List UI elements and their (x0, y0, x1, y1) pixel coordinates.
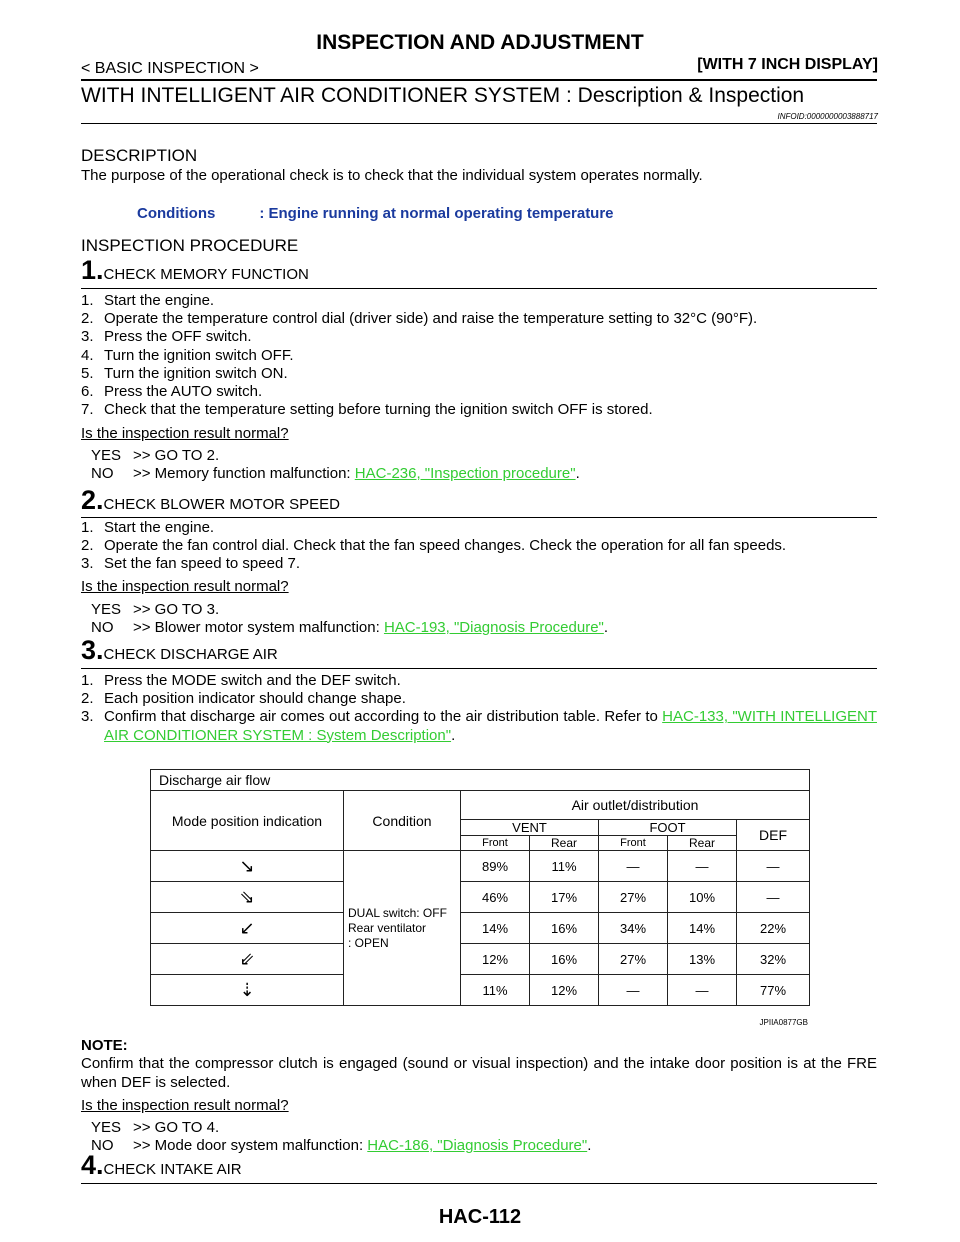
step-4-title: CHECK INTAKE AIR (103, 1161, 242, 1178)
step-2-heading (81, 485, 340, 516)
list-item: 7. Check that the temperature setting before turning the ignition switch OFF is stored. (81, 401, 653, 419)
vent-header: VENT (461, 820, 599, 836)
figure-id: JPIIA0877GB (759, 1018, 808, 1027)
def-header: DEF (737, 820, 810, 851)
procedure-heading: INSPECTION PROCEDURE (81, 236, 299, 255)
conditions-label: Conditions (137, 205, 216, 222)
vent-rear-header: Rear (530, 836, 599, 851)
step-3-heading (81, 635, 278, 666)
bilevel-mode-icon: ⇘ (151, 882, 344, 913)
step-1-number: 1. (81, 255, 104, 285)
page-number: HAC-112 (438, 1206, 522, 1228)
step-1-question: Is the inspection result normal? (81, 425, 289, 442)
col-outlet-header: Air outlet/distribution (461, 791, 810, 820)
step-3-no-link[interactable]: HAC-186, "Diagnosis Procedure" (367, 1137, 588, 1154)
col-condition-header: Condition (344, 791, 461, 851)
list-item: 5. Turn the ignition switch ON. (81, 364, 288, 382)
step-1-yes: YES >> GO TO 2. (91, 447, 220, 464)
foot-header: FOOT (599, 820, 737, 836)
header-left-label: < BASIC INSPECTION > (81, 60, 259, 77)
header-divider (81, 79, 877, 81)
section-title: WITH INTELLIGENT AIR CONDITIONER SYSTEM : Description & Inspection (81, 84, 805, 107)
step-1-divider (81, 288, 877, 289)
step-2-number: 2. (81, 485, 104, 515)
list-item: 2. Operate the temperature control dial (driver side) and raise the temperature setting to 32°C (90°F). (81, 310, 758, 328)
description-text: The purpose of the operational check is to check that the individual system operates normally. (81, 167, 703, 184)
table-row: ↙ 14% 16% 34% 14% 22% (151, 913, 810, 944)
vent-front-header: Front (461, 836, 530, 851)
list-item: 1. Press the MODE switch and the DEF switch. (81, 672, 401, 689)
list-item: 3. Confirm that discharge air comes out according to the air distribution table. Refer to HAC-133, "WITH INTELLIGENT AIR CONDITIONER SYSTEM : System Description". (81, 708, 877, 744)
step-2-question: Is the inspection result normal? (81, 578, 289, 595)
table-row: ⇣ 11% 12% — — 77% (151, 975, 810, 1006)
conditions-value: : Engine running at normal operating temperature (259, 205, 614, 222)
step-4-divider (81, 1183, 877, 1184)
step-2-no-link[interactable]: HAC-193, "Diagnosis Procedure" (383, 619, 604, 636)
foot-rear-header: Rear (668, 836, 737, 851)
step-3-list (81, 672, 877, 745)
step-3-question: Is the inspection result normal? (81, 1097, 289, 1114)
conditions-line (137, 205, 614, 222)
list-item: 3. Press the OFF switch. (81, 328, 252, 346)
step-2-title: CHECK BLOWER MOTOR SPEED (103, 496, 340, 513)
list-item: 1. Start the engine. (81, 292, 215, 309)
foot-front-header: Front (599, 836, 668, 851)
list-item: 2. Each position indicator should change shape. (81, 690, 406, 708)
header-right-label: [WITH 7 INCH DISPLAY] (697, 56, 878, 73)
step-4-heading (81, 1150, 242, 1181)
step-1-no-link[interactable]: HAC-236, "Inspection procedure" (354, 465, 576, 482)
step-1-answers (91, 447, 580, 483)
col-mode-header: Mode position indication (151, 791, 344, 851)
list-item: 4. Turn the ignition switch OFF. (81, 346, 294, 364)
table-row: ↘ DUAL switch: OFF Rear ventilator : OPEN 89% 11% — — — (151, 851, 810, 882)
step-3-divider (81, 668, 877, 669)
list-item: 2. Operate the fan control dial. Check that the fan speed changes. Check the operation for all fan speeds. (81, 537, 787, 555)
foot-mode-icon: ↙ (151, 913, 344, 944)
step-2-answers (91, 601, 608, 637)
step-1-list (81, 292, 877, 419)
step-2-no: NO >> Blower motor system malfunction: HAC-193, "Diagnosis Procedure". (91, 619, 609, 636)
step-3-yes: YES >> GO TO 4. (91, 1119, 220, 1136)
foot-def-mode-icon: ⇙ (151, 944, 344, 975)
note-text: Confirm that the compressor clutch is engaged (sound or visual inspection) and the intake door position is at the FRE when DEF is selected. (81, 1055, 877, 1091)
vent-mode-icon: ↘ (151, 851, 344, 882)
step-3-number: 3. (81, 635, 104, 665)
info-id: INFOID:0000000003888717 (777, 112, 878, 121)
step-1-heading (81, 255, 309, 286)
condition-cell: DUAL switch: OFF Rear ventilator : OPEN (344, 851, 461, 1006)
list-item: 1. Start the engine. (81, 519, 215, 536)
table-title: Discharge air flow (151, 770, 810, 791)
table-row: ⇙ 12% 16% 27% 13% 32% (151, 944, 810, 975)
table-row: ⇘ 46% 17% 27% 10% — (151, 882, 810, 913)
step-4-number: 4. (81, 1150, 104, 1180)
step-3-ref-link[interactable]: HAC-133, "WITH INTELLIGENT AIR CONDITIONER SYSTEM : System Description" (104, 708, 877, 744)
step-2-divider (81, 517, 877, 518)
step-1-title: CHECK MEMORY FUNCTION (103, 266, 309, 283)
step-2-yes: YES >> GO TO 3. (91, 601, 220, 618)
def-mode-icon: ⇣ (151, 975, 344, 1006)
list-item: 3. Set the fan speed to speed 7. (81, 555, 300, 573)
section-divider (81, 123, 877, 124)
list-item: 6. Press the AUTO switch. (81, 383, 263, 401)
step-3-title: CHECK DISCHARGE AIR (103, 646, 278, 663)
discharge-air-table (150, 769, 810, 1006)
page-title: INSPECTION AND ADJUSTMENT (316, 31, 644, 54)
note-label: NOTE: (81, 1037, 128, 1054)
step-3-no: NO >> Mode door system malfunction: HAC-186, "Diagnosis Procedure". (91, 1137, 592, 1154)
step-1-no: NO >> Memory function malfunction: HAC-236, "Inspection procedure". (91, 465, 580, 482)
step-2-list (81, 519, 877, 574)
description-heading: DESCRIPTION (81, 146, 198, 165)
